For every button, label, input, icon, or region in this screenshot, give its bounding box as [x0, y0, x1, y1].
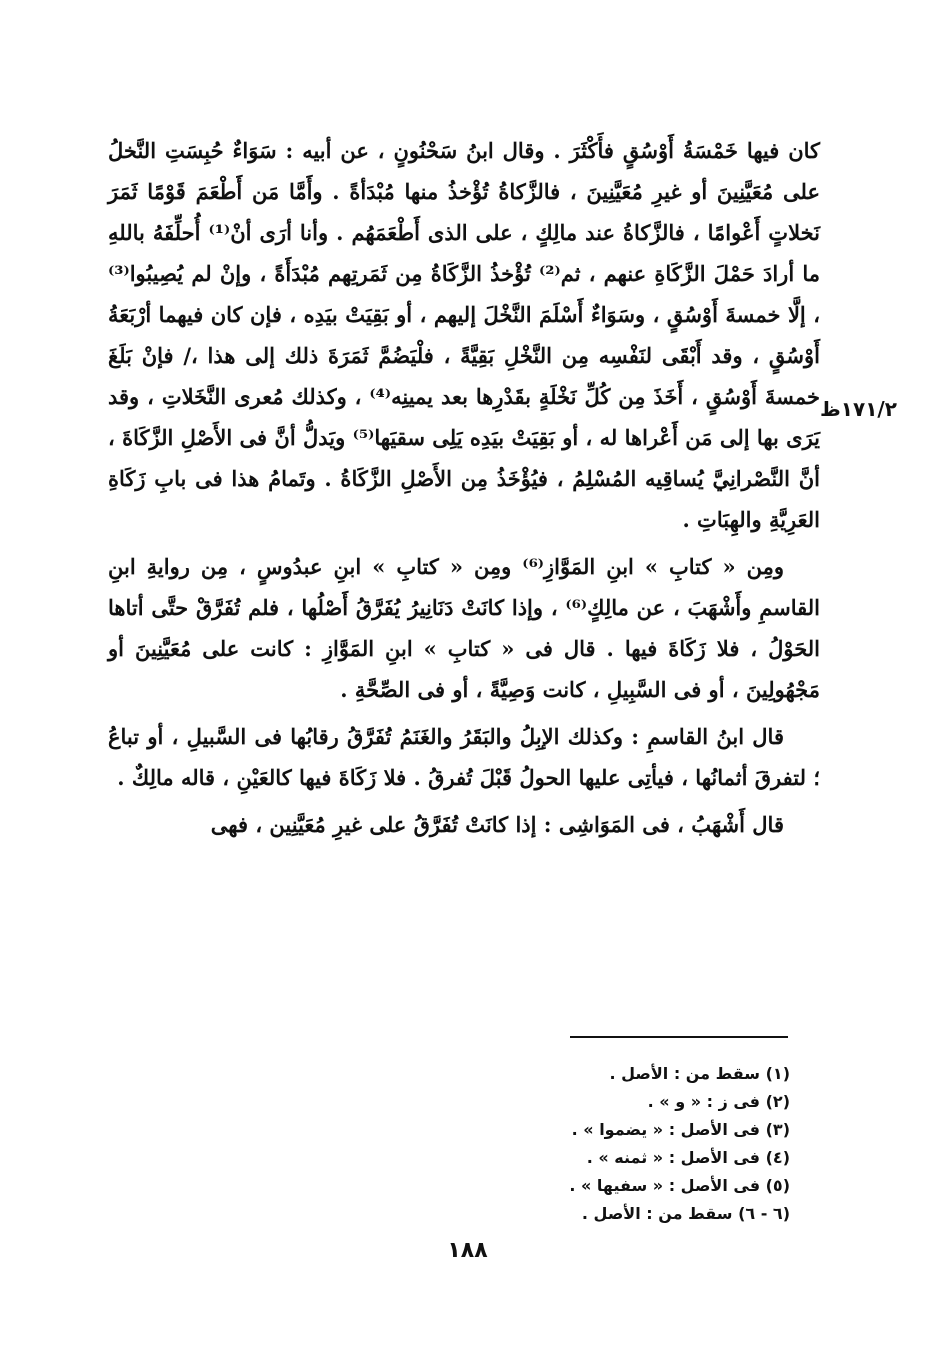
paragraph-3	[108, 716, 820, 798]
main-text	[108, 130, 820, 845]
text-line: أنْ⁽¹⁾ أُحلِّفَهُ باللهِ ما أرادَ حَمْلَ الزَّكَاةِ عنهم ، ثم⁽²⁾ تُؤْخذُ الزَّكَاةُ مِن ثَمَرتِهم	[108, 220, 820, 286]
text-line: قَوْمًا ثَمَرَ نَخلاتٍ أَعْوامًا ، فالزَّكاةُ عند مالِكٍ ، على الذى أَطْعَمَهُم . وأنا أرَى	[108, 179, 821, 245]
text-line: أو تباعُ ؛ لتفرقَ أثمانُها ، فيأتِى عليها الحولُ قَبْلَ تُفرقُ . فلا زَكَاةَ فيها كالعَيْنِ ،	[108, 724, 820, 790]
footnote: (٤) فى الأصل : « ثمنه » .	[586, 1148, 790, 1167]
paragraph-2	[108, 546, 820, 710]
text-line: ومِن « كتابِ » ابنِ المَوَّازِ⁽⁶⁾ ومِن « كتابِ » ابنِ عبدُوسٍ ، مِن روايةِ	[146, 554, 784, 579]
footnotes	[380, 1060, 790, 1228]
text-line: والهِبَاتِ .	[682, 507, 762, 532]
text-line: كانت على مُعَيَّنِينَ أو مَجْهُولِينَ ، أو فى السَّبِيلِ ، كانت وَصِيَّةً ، أو فى	[108, 636, 820, 702]
text-line: قال أَشْهَبُ ، فى المَوَاشِى : إذا كانَتْ تُفَرَّقُ على غيرِ مُعَيَّنِين ، فهى	[210, 812, 784, 837]
text-line: له ، أو بَقِيَتْ بيَدِه يَلِى سقيَها⁽⁵⁾ ويَدلُّ أنَّ فى الأَصْلِ الزَّكَاةَ ، أنَّ النَّصْرانِيَّ	[108, 425, 821, 491]
text-line: قال ابنُ القاسمِ : وكذلك الإبِلُ والبَقَرُ والغَنَمُ تُفَرَّقُ رقابُها فى السَّبيلِ ،	[171, 724, 784, 749]
footnote: (٥) فى الأصل : « سفيها » .	[569, 1176, 790, 1195]
footnote: (٦ - ٦) سقط من : الأصل .	[581, 1204, 790, 1223]
page-number: ١٨٨	[447, 1238, 488, 1263]
text-line: قاله مالِكٌ .	[117, 765, 216, 790]
text-line: ابنِ القاسمِ وأَشْهَبَ ، عن مالِكٍ⁽⁶⁾ ، وإذا كانَتْ دَنَانِيرُ يُفَرَّقُ أَصْلُها ، فلم	[108, 554, 821, 620]
text-line: بقَدْرِها بعد يمينِه⁽⁴⁾ ، وكذلك مُعرى النَّخَلاتِ ، وقد يَرَى بها إلى مَن أَعْراها	[108, 384, 821, 450]
footnote: (١) سقط من : الأصل .	[609, 1064, 790, 1083]
text-line: تُفَرَّقْ حتَّى أتاها الحَوْلُ ، فلا زَكَاةَ فيها . قال فى « كتابِ » ابنِ المَوَّازِ :	[108, 595, 820, 661]
text-line: بَقِيَتْ بيَدِه ، فإن كان فيهما أرْبَعَةُ أَوْسُقٍ ، وقد أَبْقَى لنَفْسِه مِن النَّخْلِ بَقِيَّةً ،	[108, 302, 820, 368]
paragraph-1	[108, 130, 820, 540]
text-line: يُساقِيه المُسْلِمُ ، فيُؤْخَذُ مِن الأَصْلِ الزَّكَاةُ . وتَمامُ هذا فى بابِ زَكَاةِ العَرِيَّةِ	[108, 466, 820, 532]
footnote-divider	[570, 1036, 788, 1038]
text-line: الصِّحَّةِ .	[340, 677, 411, 702]
text-line: مُبْدَأَةً ، وإنْ لم يُصِيبُوا⁽³⁾ ، إلَّا خمسةَ أَوْسُقٍ ، وسَوَاءٌ أَسْلَمَ النَّخْلَ إليهم ، أو	[108, 261, 820, 327]
marginal-folio-note: ١٧١/٢ظ	[820, 397, 897, 421]
footnote: (٢) فى ز : « و » .	[647, 1092, 790, 1111]
text-line: النَّخلُ على مُعَيَّنِينَ أو غيرِ مُعَيَّنِينَ ، فالزَّكاةُ تُؤْخذُ منها مُبْدَأةً . وأَمَّا مَن أَطْعَمَ	[108, 138, 820, 204]
text-line: فلْيَضُمَّ ثَمَرَةَ ذلك إلى هذا ،/ فإنْ بَلَغَ خمسةَ أَوْسُقٍ ، أَخَذَ مِن كُلِّ نَخْلَةٍ	[108, 343, 821, 409]
footnote: (٣) فى الأصل : « يضموا » .	[571, 1120, 790, 1139]
paragraph-4	[108, 804, 820, 845]
text-line: كان فيها خَمْسَةُ أَوْسُقٍ فأَكْثَرَ . وقال ابنُ سَحْنُونٍ ، عن أبيه : سَوَاءٌ حُبِسَتِ	[164, 138, 821, 163]
